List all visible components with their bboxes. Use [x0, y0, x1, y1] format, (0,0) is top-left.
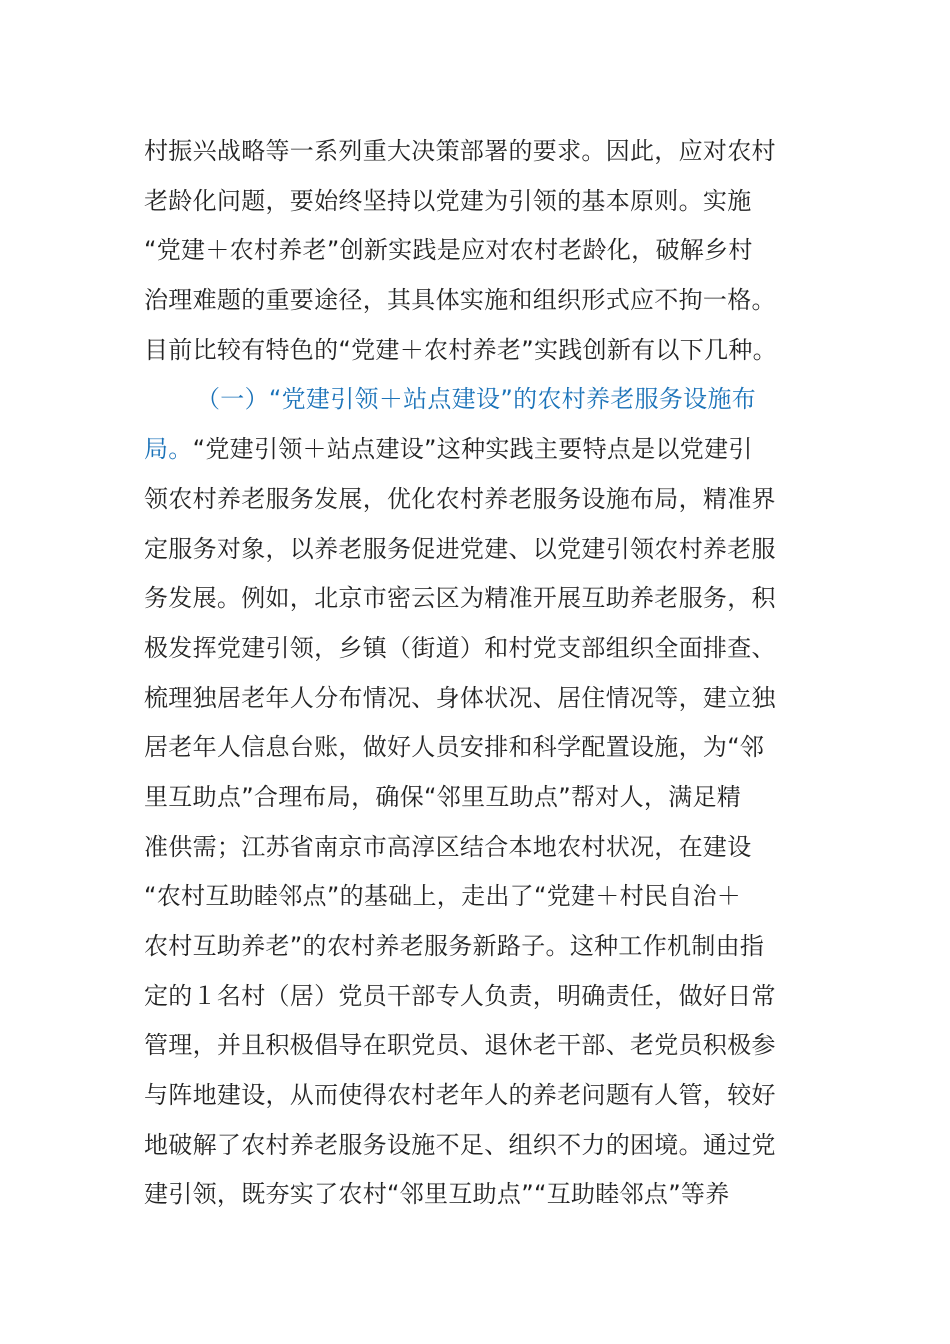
- text-line: 老龄化问题，要始终坚持以党建为引领的基本原则。实施: [144, 186, 752, 215]
- text-line: 里互助点”合理布局，确保“邻里互助点”帮对人，满足精: [144, 782, 742, 811]
- text-line: 与阵地建设，从而使得农村老年人的养老问题有人管，较好: [144, 1081, 776, 1110]
- section-heading-end: 局。: [144, 435, 193, 464]
- text-line: “农村互助睦邻点”的基础上，走出了“党建＋村民自治＋: [144, 882, 742, 911]
- text-line: [144, 425, 804, 475]
- text-line: 定的１名村（居）党员干部专人负责，明确责任，做好日常: [144, 981, 776, 1010]
- text-line: 地破解了农村养老服务设施不足、组织不力的困境。通过党: [144, 1130, 776, 1159]
- text-line: 管理，并且积极倡导在职党员、退休老干部、老党员积极参: [144, 1031, 776, 1060]
- text-line: 目前比较有特色的“党建＋农村养老”实践创新有以下几种。: [144, 335, 777, 364]
- section-heading: （一）“党建引领＋站点建设”的农村养老服务设施布: [196, 385, 757, 414]
- text-line: 极发挥党建引领，乡镇（街道）和村党支部组织全面排查、: [144, 633, 776, 662]
- text-line: 农村互助养老”的农村养老服务新路子。这种工作机制由指: [144, 932, 765, 960]
- text-line: “党建＋农村养老”创新实践是应对农村老龄化，破解乡村: [144, 236, 753, 265]
- text-line: 居老年人信息台账，做好人员安排和科学配置设施，为“邻: [144, 733, 765, 762]
- text-line: 定服务对象，以养老服务促进党建、以党建引领农村养老服: [144, 534, 776, 563]
- text-line: 领农村养老服务发展，优化农村养老服务设施布局，精准界: [144, 484, 776, 513]
- text-segment: “党建引领＋站点建设”这种实践主要特点是以党建引: [192, 435, 753, 464]
- text-line: 务发展。例如，北京市密云区为精准开展互助养老服务，积: [144, 584, 776, 613]
- text-line: 梳理独居老年人分布情况、身体状况、居住情况等，建立独: [144, 683, 776, 712]
- text-line: 建引领，既夯实了农村“邻里互助点”“互助睦邻点”等养: [144, 1180, 730, 1209]
- body-text: [144, 127, 804, 1220]
- text-line: 准供需；江苏省南京市高淳区结合本地农村状况，在建设: [144, 832, 752, 861]
- text-line: 治理难题的重要途径，其具体实施和组织形式应不拘一格。: [144, 286, 776, 315]
- text-line: 村振兴战略等一系列重大决策部署的要求。因此，应对农村: [144, 137, 776, 165]
